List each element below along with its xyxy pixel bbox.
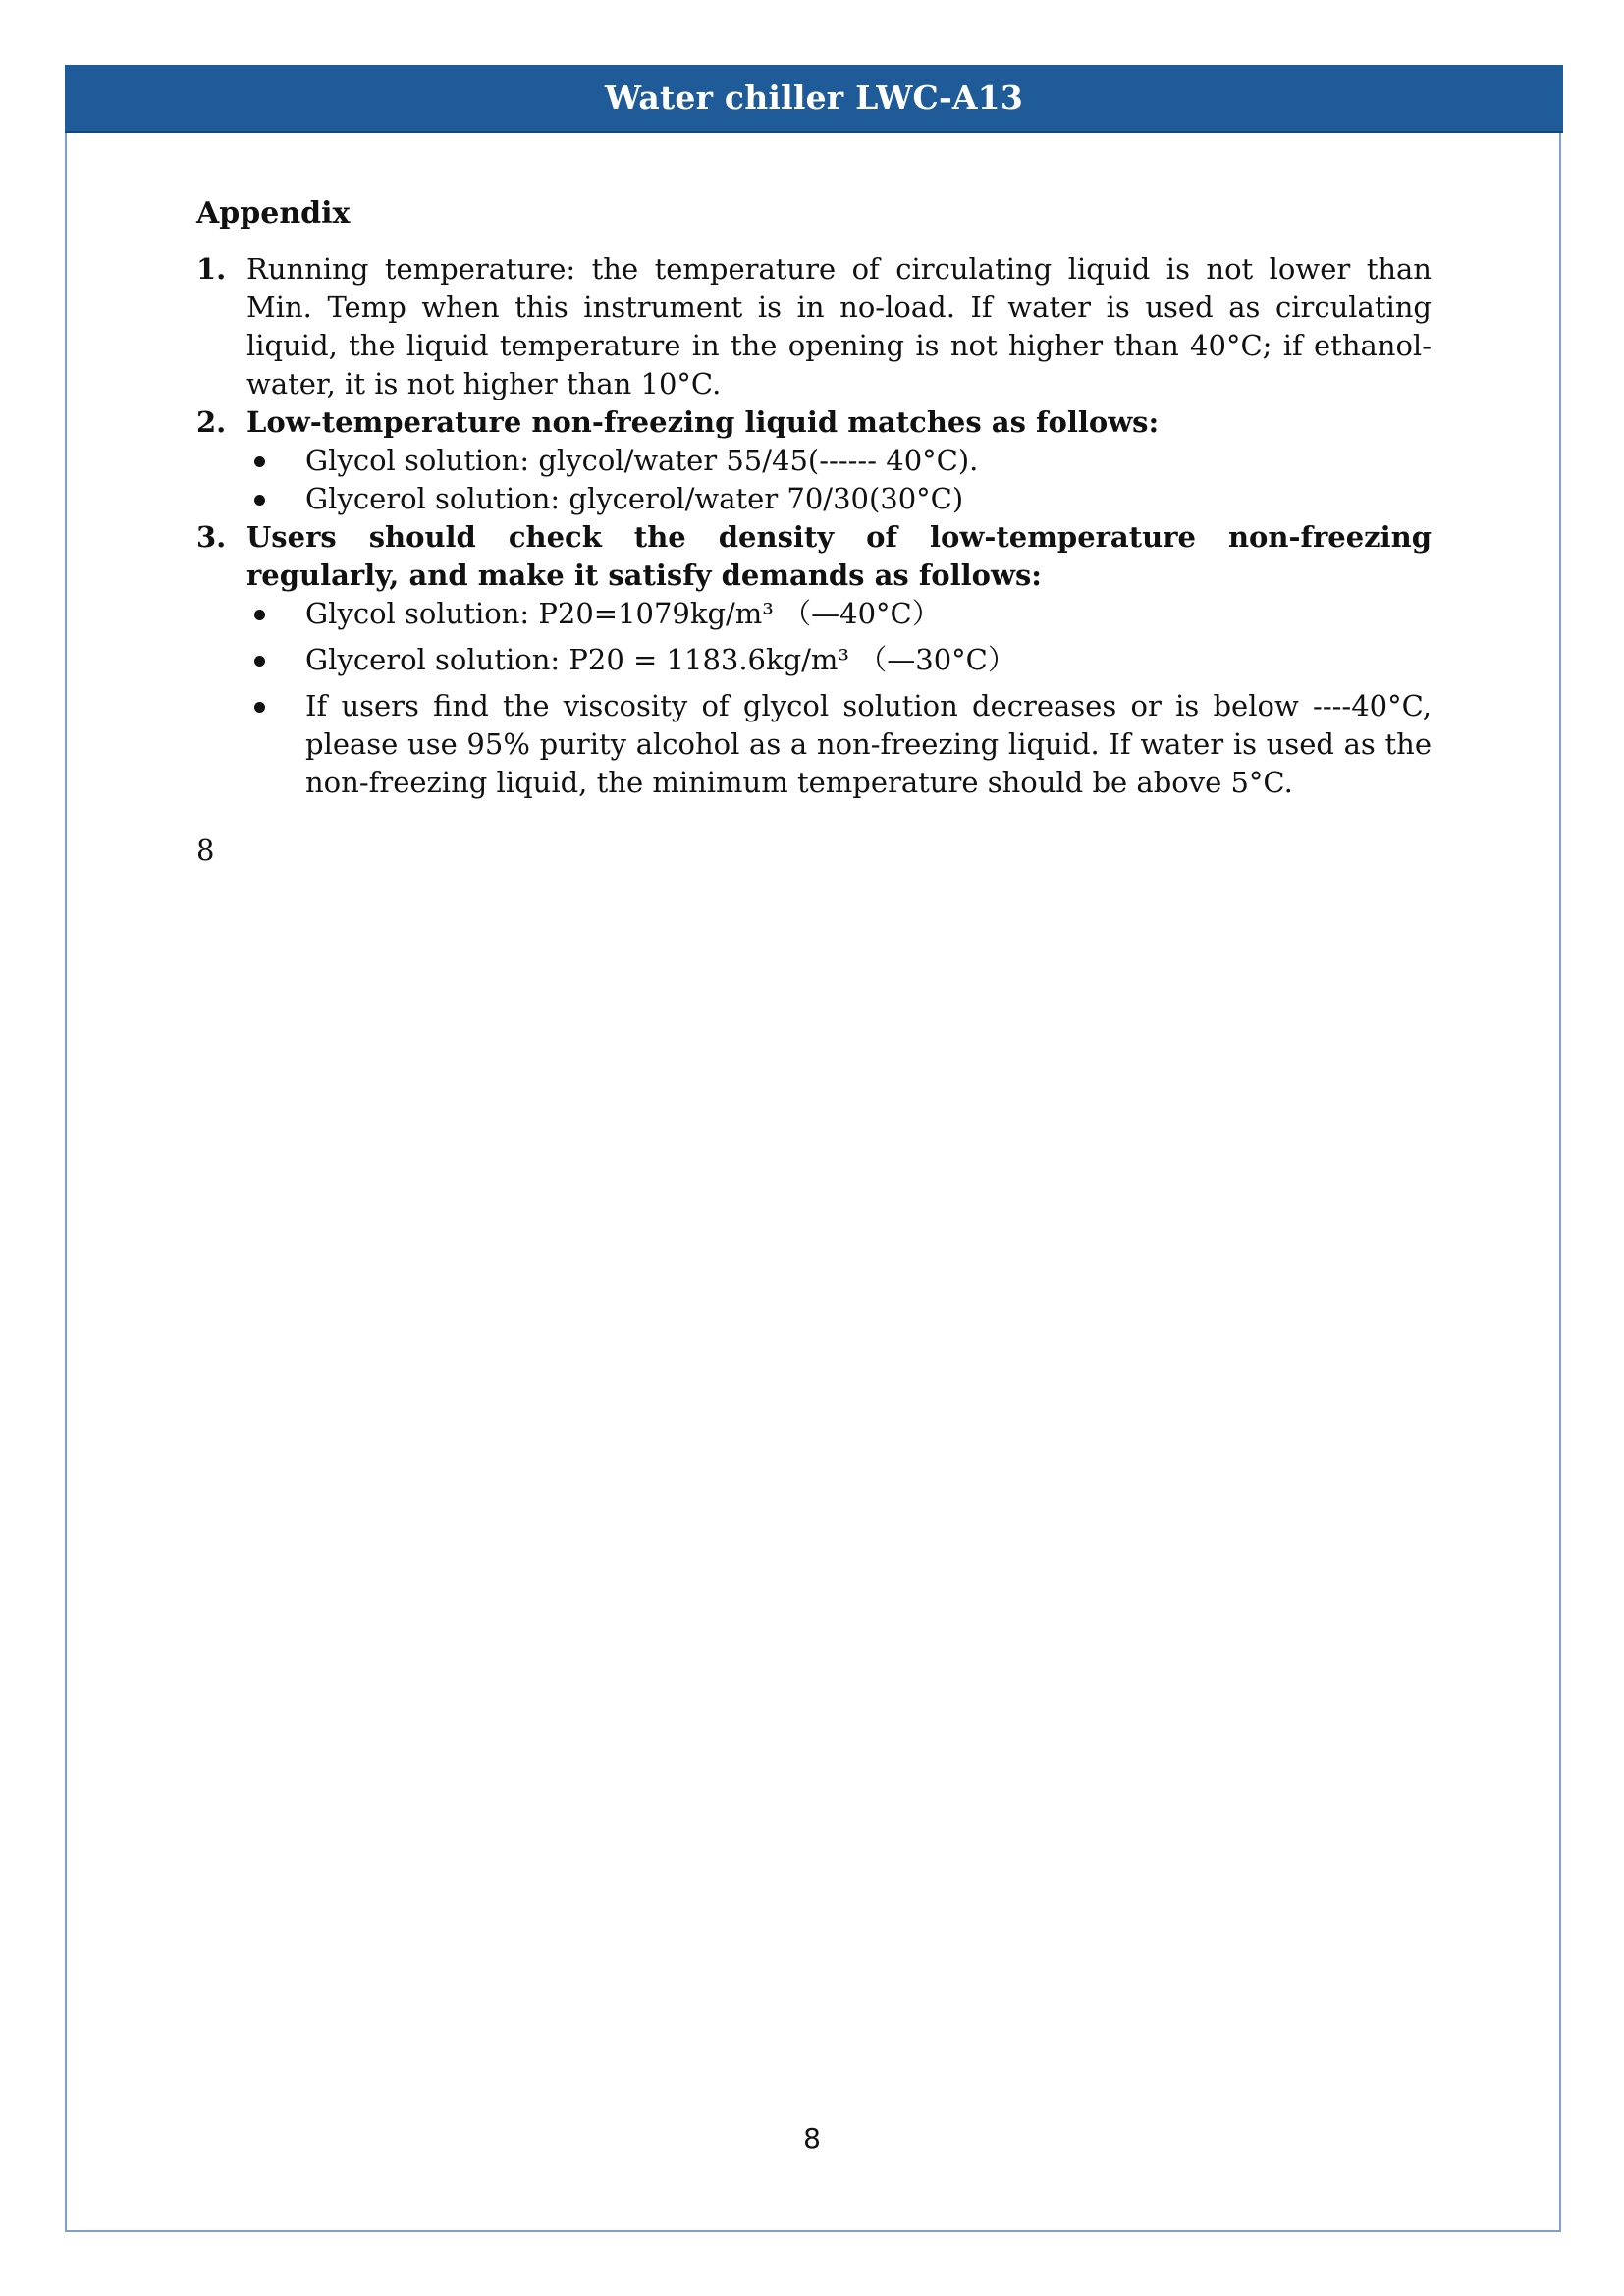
item-text: Low-temperature non-freezing liquid matches as follows: (246, 405, 1160, 439)
bullet-item (246, 595, 1432, 633)
bullet-icon (246, 480, 305, 518)
inline-page-number: 8 (196, 833, 215, 867)
section-heading: Appendix (196, 196, 351, 231)
bullet-text: Glycol solution: P20=1079kg/m³ （—40°C） (305, 597, 941, 630)
bullet-icon (246, 595, 305, 633)
item-number: 1. (196, 252, 227, 286)
bullet-text: If users find the viscosity of glycol solution decreases or is below ----40°C, please use 95% purity alcohol as a non-freezing liquid. If water is used as the non-freezing liquid, the minimum temperature should be above 5°C. (305, 689, 1432, 799)
item-number: 3. (196, 520, 227, 554)
list-item-1 (196, 250, 1432, 403)
item-number: 2. (196, 405, 227, 439)
bullet-list (246, 442, 1432, 518)
bullet-icon (246, 641, 305, 679)
document-body (196, 194, 1432, 870)
list-item-2 (196, 403, 1432, 442)
item-text: Users should check the density of low-temperature non-freezing regularly, and make it satisfy demands as follows: (246, 520, 1432, 592)
bullet-item (246, 480, 1432, 518)
bullet-item (246, 687, 1432, 802)
bullet-text: Glycol solution: glycol/water 55/45(------ 40°C). (305, 444, 979, 477)
bullet-text: Glycerol solution: glycerol/water 70/30(30°C) (305, 482, 964, 515)
item-text: Running temperature: the temperature of circulating liquid is not lower than Min. Temp when this instrument is in no-load. If water is used as circulating liquid, the liquid temperature in the opening is not higher than 40°C; if ethanol-water, it is not higher than 10°C. (246, 252, 1432, 400)
bullet-icon (246, 442, 305, 480)
bullet-text: Glycerol solution: P20 = 1183.6kg/m³ （—30°C） (305, 643, 1016, 676)
bullet-item (246, 641, 1432, 679)
item-content (246, 403, 1432, 442)
bullet-list (246, 595, 1432, 802)
document-title: Water chiller LWC-A13 (605, 79, 1023, 117)
header-bar (65, 65, 1563, 133)
footer-page-number: 8 (803, 2122, 821, 2155)
item-content (246, 518, 1432, 595)
bullet-icon (246, 687, 305, 725)
list-item-3 (196, 518, 1432, 595)
bullet-item (246, 442, 1432, 480)
